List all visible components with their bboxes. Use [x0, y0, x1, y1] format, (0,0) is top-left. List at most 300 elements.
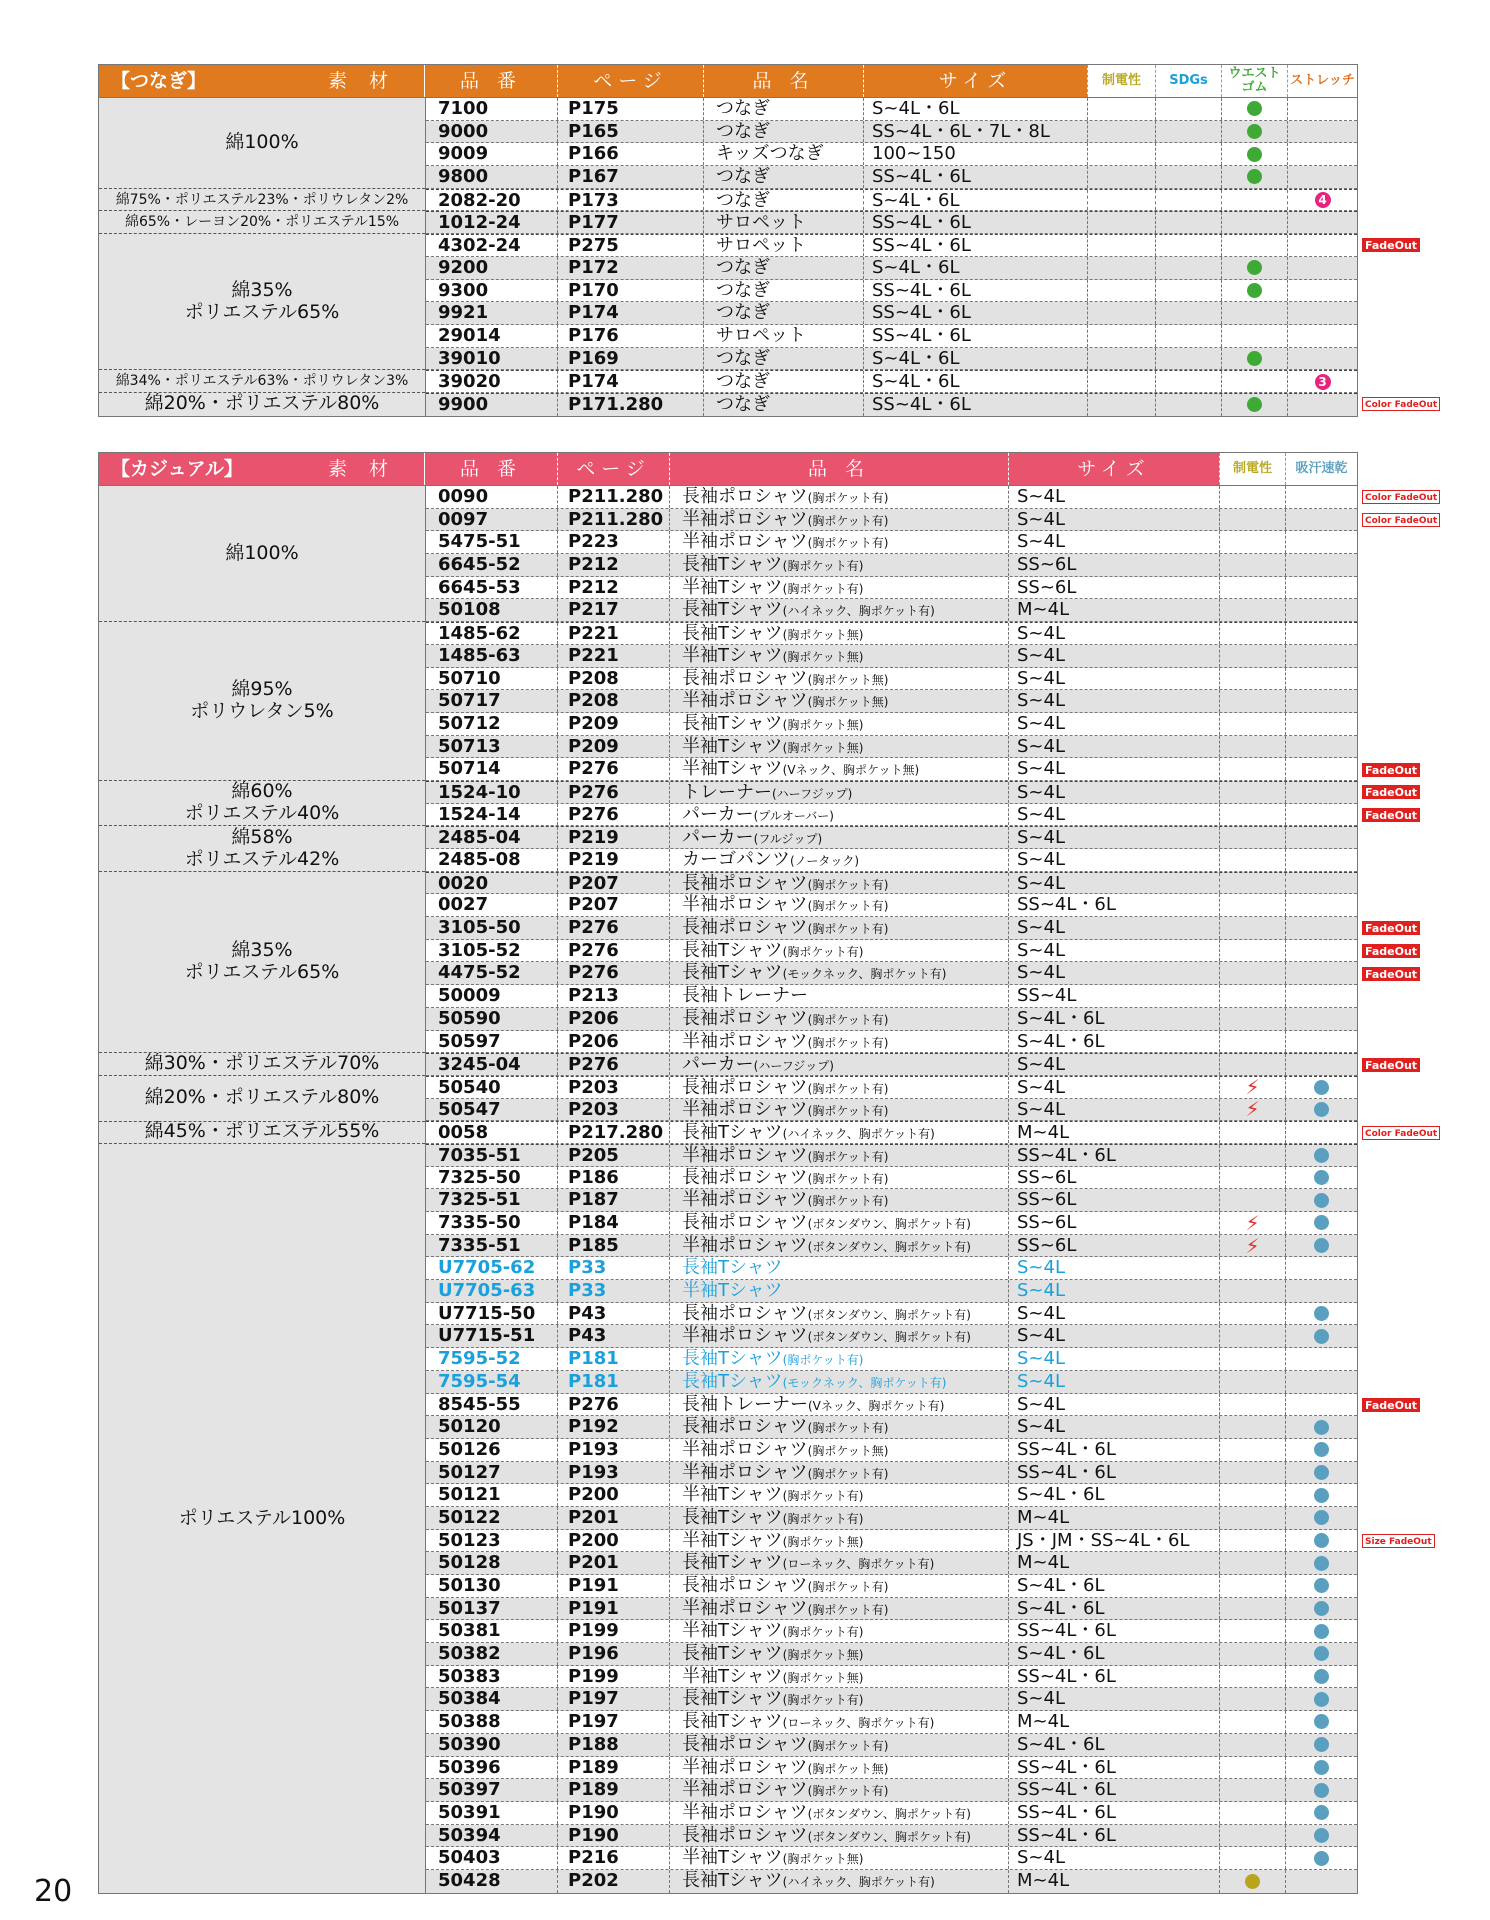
fadeout-badge: FadeOut: [1362, 921, 1420, 935]
icon-cell: [1220, 1552, 1286, 1574]
product-code: 2485-08: [426, 849, 558, 871]
icon-cell: [1286, 1757, 1357, 1779]
page-ref: P33: [558, 1257, 670, 1279]
page-ref: P167: [558, 166, 704, 188]
icon-cell: [1286, 894, 1357, 916]
product-name-note: (ボタンダウン、胸ポケット有): [807, 1829, 971, 1844]
product-name: [704, 98, 864, 120]
product-code: 0058: [426, 1122, 558, 1143]
product-name-main: 長袖ポロシャツ: [682, 1733, 808, 1755]
lightning-icon: ⚡: [1245, 1234, 1260, 1257]
icon-cell: [1088, 348, 1156, 370]
blue-dot-icon: [1314, 1080, 1329, 1095]
icon-cell: [1286, 1303, 1357, 1325]
icon-cell: [1222, 190, 1288, 211]
product-code: 4475-52: [426, 962, 558, 984]
table-row: [426, 804, 1357, 827]
icon-cell: [1220, 1688, 1286, 1710]
icon-cell: [1088, 235, 1156, 256]
page-ref: P175: [558, 98, 704, 120]
icon-cell: [1222, 98, 1288, 120]
product-code: 29014: [426, 325, 558, 347]
fadeout-badge: FadeOut: [1362, 1398, 1420, 1412]
green-dot-icon: [1247, 147, 1262, 162]
icon-cell: [1288, 143, 1357, 165]
page-ref: P184: [558, 1212, 670, 1234]
product-code: 9800: [426, 166, 558, 188]
size-range: S~4L: [1009, 1325, 1220, 1347]
product-name: [670, 1530, 1009, 1552]
blue-dot-icon: [1314, 1556, 1329, 1571]
blue-dot-icon: [1314, 1442, 1329, 1457]
icon-cell: [1156, 394, 1222, 416]
product-name-main: 半袖Tシャツ: [682, 735, 783, 757]
product-name-note: (胸ポケット無): [782, 649, 864, 664]
page-ref: P193: [558, 1462, 670, 1484]
product-name-note: (胸ポケット無): [782, 740, 864, 755]
icon-cell: [1220, 668, 1286, 690]
product-code: 9921: [426, 302, 558, 324]
icon-cell: [1286, 1257, 1357, 1279]
lightning-icon: ⚡: [1245, 1098, 1260, 1121]
product-code: 50597: [426, 1031, 558, 1053]
material-cell: 綿20%・ポリエステル80%: [99, 1076, 425, 1121]
product-code: 50388: [426, 1711, 558, 1733]
product-name: [670, 1484, 1009, 1506]
icon-cell: [1220, 1008, 1286, 1030]
table-row: [426, 872, 1357, 895]
product-name-main: 長袖ポロシャツ: [682, 1824, 808, 1846]
icon-cell: [1286, 849, 1357, 871]
page-ref: P174: [558, 371, 704, 392]
table-body: [99, 485, 1357, 1893]
size-range: S~4L・6L: [1009, 1031, 1220, 1053]
product-name-main: 長袖Tシャツ: [682, 1711, 783, 1733]
material-cell: 綿34%・ポリエステル63%・ポリウレタン3%: [99, 370, 425, 393]
icon-cell: [1220, 1484, 1286, 1506]
blue-dot-icon: [1314, 1215, 1329, 1230]
fadeout-badge: FadeOut: [1362, 967, 1420, 981]
product-name: [670, 1189, 1009, 1211]
icon-cell: [1220, 1643, 1286, 1665]
page-ref: P165: [558, 121, 704, 143]
icon-cell: [1286, 1870, 1357, 1893]
icon-cell: [1220, 1757, 1286, 1779]
product-name-note: (胸ポケット有): [807, 1081, 889, 1096]
product-code: 1012-24: [426, 212, 558, 233]
icon-cell: [1286, 1122, 1357, 1143]
product-code: 50590: [426, 1008, 558, 1030]
icon-cell: [1220, 1394, 1286, 1416]
product-name: [670, 940, 1009, 962]
fadeout-badge: Color FadeOut: [1362, 1126, 1440, 1140]
lightning-icon: ⚡: [1245, 1212, 1260, 1234]
table-row: [426, 577, 1357, 600]
product-name-main: 半袖ポロシャツ: [682, 1144, 808, 1166]
size-range: SS~4L・6L: [1009, 894, 1220, 916]
table-header: [99, 453, 1357, 485]
icon-cell: [1220, 940, 1286, 962]
icon-cell: [1088, 143, 1156, 165]
fadeout-badge: FadeOut: [1362, 785, 1420, 799]
icon-cell: [1288, 280, 1357, 302]
product-name-note: (胸ポケット有): [782, 559, 864, 574]
size-range: S~4L・6L: [864, 257, 1088, 279]
icon-cell: [1286, 1711, 1357, 1733]
product-name-main: 半袖ポロシャツ: [682, 1779, 808, 1801]
table-row: [426, 1688, 1357, 1711]
product-name-note: (胸ポケット無): [782, 717, 864, 732]
table-row: [426, 143, 1357, 166]
material-column: [99, 486, 426, 1893]
product-code: 50381: [426, 1620, 558, 1642]
product-name-main: 半袖ポロシャツ: [682, 1189, 808, 1211]
size-range: SS~4L・6L: [1009, 1825, 1220, 1847]
page-ref: P201: [558, 1552, 670, 1574]
product-code: 8545-55: [426, 1394, 558, 1416]
table-row: [426, 1757, 1357, 1780]
product-name-note: (ローネック、胸ポケット有): [782, 1716, 935, 1731]
icon-cell: [1220, 1235, 1286, 1257]
table-row: [426, 1802, 1357, 1825]
page-ref: P202: [558, 1870, 670, 1893]
icon-cell: [1220, 782, 1286, 803]
product-code: 1485-62: [426, 623, 558, 644]
page-ref: P190: [558, 1802, 670, 1824]
icon-cell: [1220, 531, 1286, 553]
icon-cell: [1286, 1598, 1357, 1620]
size-range: SS~6L: [1009, 1212, 1220, 1234]
blue-dot-icon: [1314, 1805, 1329, 1820]
icon-cell: [1088, 325, 1156, 347]
table-row: [426, 1099, 1357, 1122]
icon-cell: [1220, 1099, 1286, 1121]
size-range: M~4L: [1009, 1122, 1220, 1143]
product-name-main: 半袖Tシャツ: [682, 1280, 783, 1302]
product-name: [704, 325, 864, 347]
product-name-note: (胸ポケット有): [782, 1353, 864, 1368]
fadeout-badge: FadeOut: [1362, 944, 1420, 958]
product-name-main: パーカー: [682, 803, 754, 825]
material-cell: 綿35% ポリエステル65%: [99, 872, 425, 1054]
icon-cell: [1220, 985, 1286, 1007]
product-name-note: (胸ポケット有): [807, 877, 889, 892]
product-code: 7595-54: [426, 1371, 558, 1393]
product-code: 9900: [426, 394, 558, 416]
product-name: [670, 1825, 1009, 1847]
table-row: [426, 781, 1357, 804]
table-row: [426, 325, 1357, 348]
blue-dot-icon: [1314, 1669, 1329, 1684]
icon-cell: [1222, 348, 1288, 370]
product-name: [670, 1779, 1009, 1801]
page-ref: P208: [558, 690, 670, 712]
table-row: [426, 599, 1357, 622]
fadeout-badge: Size FadeOut: [1362, 1534, 1435, 1548]
blue-dot-icon: [1314, 1148, 1329, 1163]
product-name-main: 長袖ポロシャツ: [682, 1575, 808, 1596]
size-range: S~4L: [1009, 1303, 1220, 1325]
page-ref: P203: [558, 1099, 670, 1121]
icon-cell: [1222, 212, 1288, 233]
product-name: [670, 509, 1009, 531]
product-code: 50122: [426, 1507, 558, 1529]
icon-cell: [1286, 827, 1357, 848]
icon-cell: [1222, 302, 1288, 324]
product-name-note: (プルオーバー): [753, 808, 834, 823]
product-name-main: 長袖トレーナー: [682, 1393, 808, 1415]
product-name-note: (胸ポケット有): [807, 899, 889, 914]
green-dot-icon: [1247, 169, 1262, 184]
header-icon-label: SDGs: [1155, 65, 1221, 97]
product-code: 50130: [426, 1575, 558, 1597]
product-code: 0027: [426, 894, 558, 916]
icon-cell: [1286, 1371, 1357, 1393]
icon-cell: [1286, 486, 1357, 508]
product-name: [670, 1598, 1009, 1620]
product-name: [670, 1416, 1009, 1438]
icon-cell: [1286, 782, 1357, 803]
icon-cell: [1156, 280, 1222, 302]
size-range: SS~4L・6L: [864, 280, 1088, 302]
table-row: [426, 690, 1357, 713]
icon-cell: [1220, 1598, 1286, 1620]
icon-cell: [1288, 121, 1357, 143]
product-name: [704, 394, 864, 416]
product-name: [670, 1757, 1009, 1779]
icon-cell: [1156, 212, 1222, 233]
blue-dot-icon: [1314, 1170, 1329, 1185]
product-name-main: 半袖ポロシャツ: [682, 690, 808, 712]
icon-cell: [1220, 1212, 1286, 1234]
product-name-main: 長袖Tシャツ: [682, 1257, 783, 1279]
product-name-main: 長袖ポロシャツ: [682, 1212, 808, 1233]
size-range: S~4L: [1009, 940, 1220, 962]
product-code: 50383: [426, 1666, 558, 1688]
page-ref: P189: [558, 1757, 670, 1779]
product-name-note: (ハーフジップ): [772, 786, 853, 801]
page-ref: P43: [558, 1325, 670, 1347]
page-ref: P181: [558, 1348, 670, 1370]
product-code: 0097: [426, 509, 558, 531]
page-ref: P192: [558, 1416, 670, 1438]
header-size: サイズ: [863, 65, 1087, 97]
product-name-main: 長袖Tシャツ: [682, 623, 783, 644]
page-ref: P209: [558, 736, 670, 758]
product-code: 50712: [426, 713, 558, 735]
product-name-main: 長袖ポロシャツ: [682, 872, 808, 894]
product-name-note: (胸ポケット無): [782, 1670, 864, 1685]
page-ref: P223: [558, 531, 670, 553]
product-name-note: (Vネック、胸ポケット有): [808, 1398, 945, 1413]
page-ref: P212: [558, 554, 670, 576]
icon-cell: [1156, 302, 1222, 324]
icon-cell: [1088, 302, 1156, 324]
product-name-main: 半袖ポロシャツ: [682, 1597, 808, 1619]
table-row: [426, 302, 1357, 325]
icon-cell: [1286, 509, 1357, 531]
icon-cell: [1220, 599, 1286, 621]
product-name-main: 半袖Tシャツ: [682, 1484, 783, 1506]
icon-cell: [1088, 280, 1156, 302]
page-ref: P209: [558, 713, 670, 735]
casual-table: [98, 452, 1358, 1894]
page-ref: P171.280: [558, 394, 704, 416]
icon-cell: [1156, 121, 1222, 143]
product-name: [670, 1257, 1009, 1279]
icon-cell: [1220, 1802, 1286, 1824]
page-ref: P189: [558, 1779, 670, 1801]
fadeout-badge: Color FadeOut: [1362, 513, 1440, 527]
size-range: S~4L: [1009, 1099, 1220, 1121]
header-code: 品 番: [459, 458, 523, 480]
icon-cell: [1222, 257, 1288, 279]
blue-dot-icon: [1314, 1646, 1329, 1661]
icon-cell: [1286, 758, 1357, 780]
table-row: [426, 1076, 1357, 1099]
table-row: [426, 894, 1357, 917]
page-ref: P166: [558, 143, 704, 165]
page-ref: P190: [558, 1825, 670, 1847]
product-name: [670, 1077, 1009, 1098]
blue-dot-icon: [1314, 1601, 1329, 1616]
product-name-main: 長袖ポロシャツ: [682, 1007, 808, 1029]
number-badge: 4: [1315, 192, 1331, 208]
icon-cell: [1220, 1054, 1286, 1075]
green-dot-icon: [1247, 397, 1262, 412]
product-name-note: (胸ポケット有): [807, 1580, 889, 1594]
icon-cell: [1288, 98, 1357, 120]
icon-cell: [1286, 873, 1357, 894]
product-name: [670, 1008, 1009, 1030]
product-code: 7595-52: [426, 1348, 558, 1370]
icon-cell: [1286, 1439, 1357, 1461]
header-tag: 【カジュアル】: [111, 458, 243, 480]
product-code: 50137: [426, 1598, 558, 1620]
page-ref: P200: [558, 1530, 670, 1552]
icon-cell: [1222, 325, 1288, 347]
product-name-main: サロペット: [716, 212, 806, 234]
table-row: [426, 1189, 1357, 1212]
header-icon-label: 吸汗速乾: [1285, 453, 1357, 485]
product-name-note: (胸ポケット有): [807, 922, 889, 937]
material-cell: 綿95% ポリウレタン5%: [99, 622, 425, 781]
icon-cell: [1286, 1280, 1357, 1302]
table-row: [426, 1394, 1357, 1417]
product-code: U7715-51: [426, 1325, 558, 1347]
icon-cell: [1222, 121, 1288, 143]
icon-cell: [1286, 1484, 1357, 1506]
blue-dot-icon: [1314, 1102, 1329, 1117]
icon-cell: [1286, 1688, 1357, 1710]
table-row: [426, 554, 1357, 577]
icon-cell: [1222, 143, 1288, 165]
material-cell: 綿45%・ポリエステル55%: [99, 1122, 425, 1145]
blue-dot-icon: [1314, 1465, 1329, 1480]
table-row: [426, 1303, 1357, 1326]
icon-cell: [1288, 348, 1357, 370]
product-name: [670, 1666, 1009, 1688]
icon-cell: [1220, 1348, 1286, 1370]
icon-cell: [1286, 940, 1357, 962]
size-range: M~4L: [1009, 1711, 1220, 1733]
size-range: S~4L: [1009, 1348, 1220, 1370]
product-name-main: 長袖ポロシャツ: [682, 1166, 808, 1188]
size-range: SS~4L・6L: [864, 325, 1088, 347]
product-name: [670, 985, 1009, 1007]
size-range: SS~6L: [1009, 577, 1220, 599]
product-code: 2485-04: [426, 827, 558, 848]
page-ref: P199: [558, 1620, 670, 1642]
product-name: [670, 1552, 1009, 1574]
product-name: [670, 1031, 1009, 1053]
product-name: [704, 166, 864, 188]
size-range: S~4L: [1009, 1394, 1220, 1416]
product-name: [670, 758, 1009, 780]
size-range: S~4L: [1009, 1280, 1220, 1302]
icon-cell: [1088, 394, 1156, 416]
product-name-note: (胸ポケット無): [782, 1648, 864, 1663]
product-name: [670, 1325, 1009, 1347]
icon-cell: [1088, 371, 1156, 392]
product-name-main: 半袖ポロシャツ: [682, 1756, 808, 1778]
product-name: [670, 1575, 1009, 1597]
icon-cell: [1156, 348, 1222, 370]
icon-cell: [1220, 827, 1286, 848]
blue-dot-icon: [1314, 1851, 1329, 1866]
product-code: 50540: [426, 1077, 558, 1098]
product-code: 50128: [426, 1552, 558, 1574]
page-ref: P177: [558, 212, 704, 233]
header-material: 素 材: [327, 70, 396, 92]
table-row: [426, 1008, 1357, 1031]
size-range: S~4L・6L: [864, 348, 1088, 370]
icon-cell: [1220, 1077, 1286, 1098]
product-name-note: (胸ポケット有): [807, 1738, 889, 1753]
size-range: S~4L・6L: [1009, 1008, 1220, 1030]
page-ref: P276: [558, 940, 670, 962]
product-name-note: (胸ポケット有): [807, 491, 889, 505]
product-code: 9000: [426, 121, 558, 143]
size-range: S~4L: [1009, 1257, 1220, 1279]
size-range: S~4L: [1009, 645, 1220, 667]
table-row: [426, 257, 1357, 280]
icon-cell: [1286, 668, 1357, 690]
product-name-main: キッズつなぎ: [716, 143, 824, 165]
icon-cell: [1220, 690, 1286, 712]
product-name-note: (ボタンダウン、胸ポケット有): [807, 1217, 971, 1231]
table-row: [426, 1280, 1357, 1303]
product-code: 39020: [426, 371, 558, 392]
table-row: [426, 826, 1357, 849]
table-row: [426, 370, 1357, 393]
size-range: S~4L: [1009, 849, 1220, 871]
icon-cell: [1286, 1031, 1357, 1053]
material-cell: 綿35% ポリエステル65%: [99, 234, 425, 370]
size-range: SS~4L・6L: [1009, 1666, 1220, 1688]
table-row: [426, 1734, 1357, 1757]
product-code: 50108: [426, 599, 558, 621]
product-name-note: (胸ポケット有): [782, 1693, 864, 1708]
product-name-note: (ボタンダウン、胸ポケット有): [807, 1330, 971, 1345]
page-ref: P208: [558, 668, 670, 690]
table-row: [426, 1530, 1357, 1553]
product-name-main: 半袖ポロシャツ: [682, 1438, 808, 1460]
product-name: [670, 804, 1009, 826]
table-row: [426, 1870, 1357, 1893]
product-name: [670, 690, 1009, 712]
number-badge: 3: [1315, 374, 1331, 390]
